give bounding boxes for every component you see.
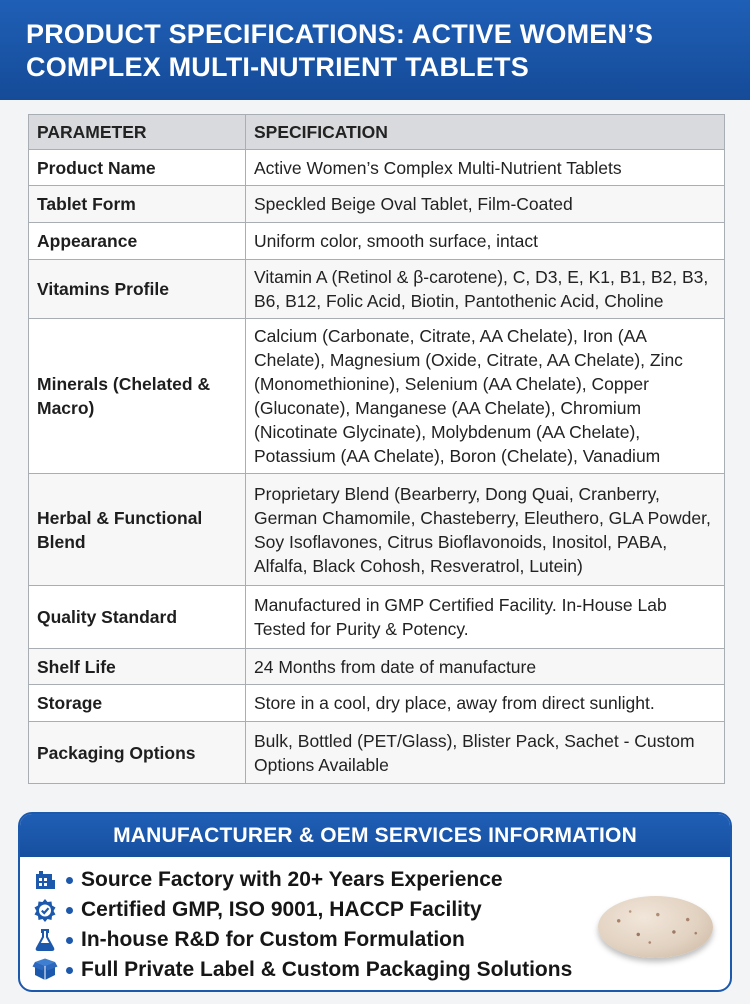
table-row bbox=[29, 586, 725, 649]
list-item-text: Certified GMP, ISO 9001, HACCP Facility bbox=[81, 898, 482, 921]
spec-cell: Calcium (Carbonate, Citrate, AA Chelate), Iron (AA Chelate), Magnesium (Oxide, Citrate, AA Chelate), Zinc (Monomethionine), Selenium (AA Chelate), Copper (Gluconate), Manganese (AA Chelate), Chromium (Nicotinate Glycinate), Molybdenum (AA Chelate), Potassium (AA Chelate), Boron (Chelate), Vanadium bbox=[246, 319, 725, 474]
flask-icon bbox=[30, 927, 60, 953]
page-title bbox=[26, 18, 724, 84]
param-cell: Tablet Form bbox=[29, 186, 246, 223]
table-row bbox=[29, 474, 725, 586]
param-cell: Product Name bbox=[29, 150, 246, 186]
list-item bbox=[30, 865, 730, 895]
specifications-table bbox=[28, 114, 725, 784]
param-cell: Vitamins Profile bbox=[29, 260, 246, 319]
list-item-text: Source Factory with 20+ Years Experience bbox=[81, 868, 503, 891]
spec-cell: Speckled Beige Oval Tablet, Film-Coated bbox=[246, 186, 725, 223]
bullet-dot bbox=[66, 907, 73, 914]
bullet-dot bbox=[66, 877, 73, 884]
param-cell: Quality Standard bbox=[29, 586, 246, 649]
param-cell: Packaging Options bbox=[29, 722, 246, 784]
table-row bbox=[29, 649, 725, 685]
list-item-text: Full Private Label & Custom Packaging Solutions bbox=[81, 958, 573, 981]
param-cell: Appearance bbox=[29, 223, 246, 260]
table-header-row bbox=[29, 115, 725, 150]
param-cell: Herbal & Functional Blend bbox=[29, 474, 246, 586]
table-row bbox=[29, 722, 725, 784]
spec-cell: Bulk, Bottled (PET/Glass), Blister Pack, Sachet - Custom Options Available bbox=[246, 722, 725, 784]
list-item-text: In-house R&D for Custom Formulation bbox=[81, 928, 465, 951]
factory-icon bbox=[30, 867, 60, 893]
table-row bbox=[29, 150, 725, 186]
bullet-dot bbox=[66, 967, 73, 974]
param-cell: Storage bbox=[29, 685, 246, 722]
spec-cell: Uniform color, smooth surface, intact bbox=[246, 223, 725, 260]
bullet-dot bbox=[66, 937, 73, 944]
spec-cell: Proprietary Blend (Bearberry, Dong Quai, Cranberry, German Chamomile, Chasteberry, Eleuthero, GLA Powder, Soy Isoflavones, Citrus Bioflavonoids, Inositol, PABA, Alfalfa, Black Cohosh, Resveratrol, Lutein) bbox=[246, 474, 725, 586]
oem-panel-heading: MANUFACTURER & OEM SERVICES INFORMATION bbox=[20, 814, 730, 857]
spec-cell: 24 Months from date of manufacture bbox=[246, 649, 725, 685]
table-row bbox=[29, 685, 725, 722]
page-header bbox=[0, 0, 750, 100]
tablet-image bbox=[598, 896, 713, 958]
column-header-parameter: PARAMETER bbox=[29, 115, 246, 150]
table-row bbox=[29, 186, 725, 223]
spec-cell: Store in a cool, dry place, away from direct sunlight. bbox=[246, 685, 725, 722]
list-item bbox=[30, 955, 730, 985]
package-icon bbox=[30, 957, 60, 983]
param-cell: Shelf Life bbox=[29, 649, 246, 685]
certificate-badge-icon bbox=[30, 897, 60, 923]
spec-cell: Active Women’s Complex Multi-Nutrient Tablets bbox=[246, 150, 725, 186]
page-title-line-1: PRODUCT SPECIFICATIONS: ACTIVE WOMEN’S bbox=[26, 19, 654, 49]
param-cell: Minerals (Chelated & Macro) bbox=[29, 319, 246, 474]
column-header-specification: SPECIFICATION bbox=[246, 115, 725, 150]
spec-cell: Manufactured in GMP Certified Facility. In-House Lab Tested for Purity & Potency. bbox=[246, 586, 725, 649]
page-title-line-2: COMPLEX MULTI-NUTRIENT TABLETS bbox=[26, 52, 529, 82]
table-row bbox=[29, 223, 725, 260]
table-row bbox=[29, 319, 725, 474]
table-row bbox=[29, 260, 725, 319]
spec-cell: Vitamin A (Retinol & β-carotene), C, D3, E, K1, B1, B2, B3, B6, B12, Folic Acid, Biotin, Pantothenic Acid, Choline bbox=[246, 260, 725, 319]
